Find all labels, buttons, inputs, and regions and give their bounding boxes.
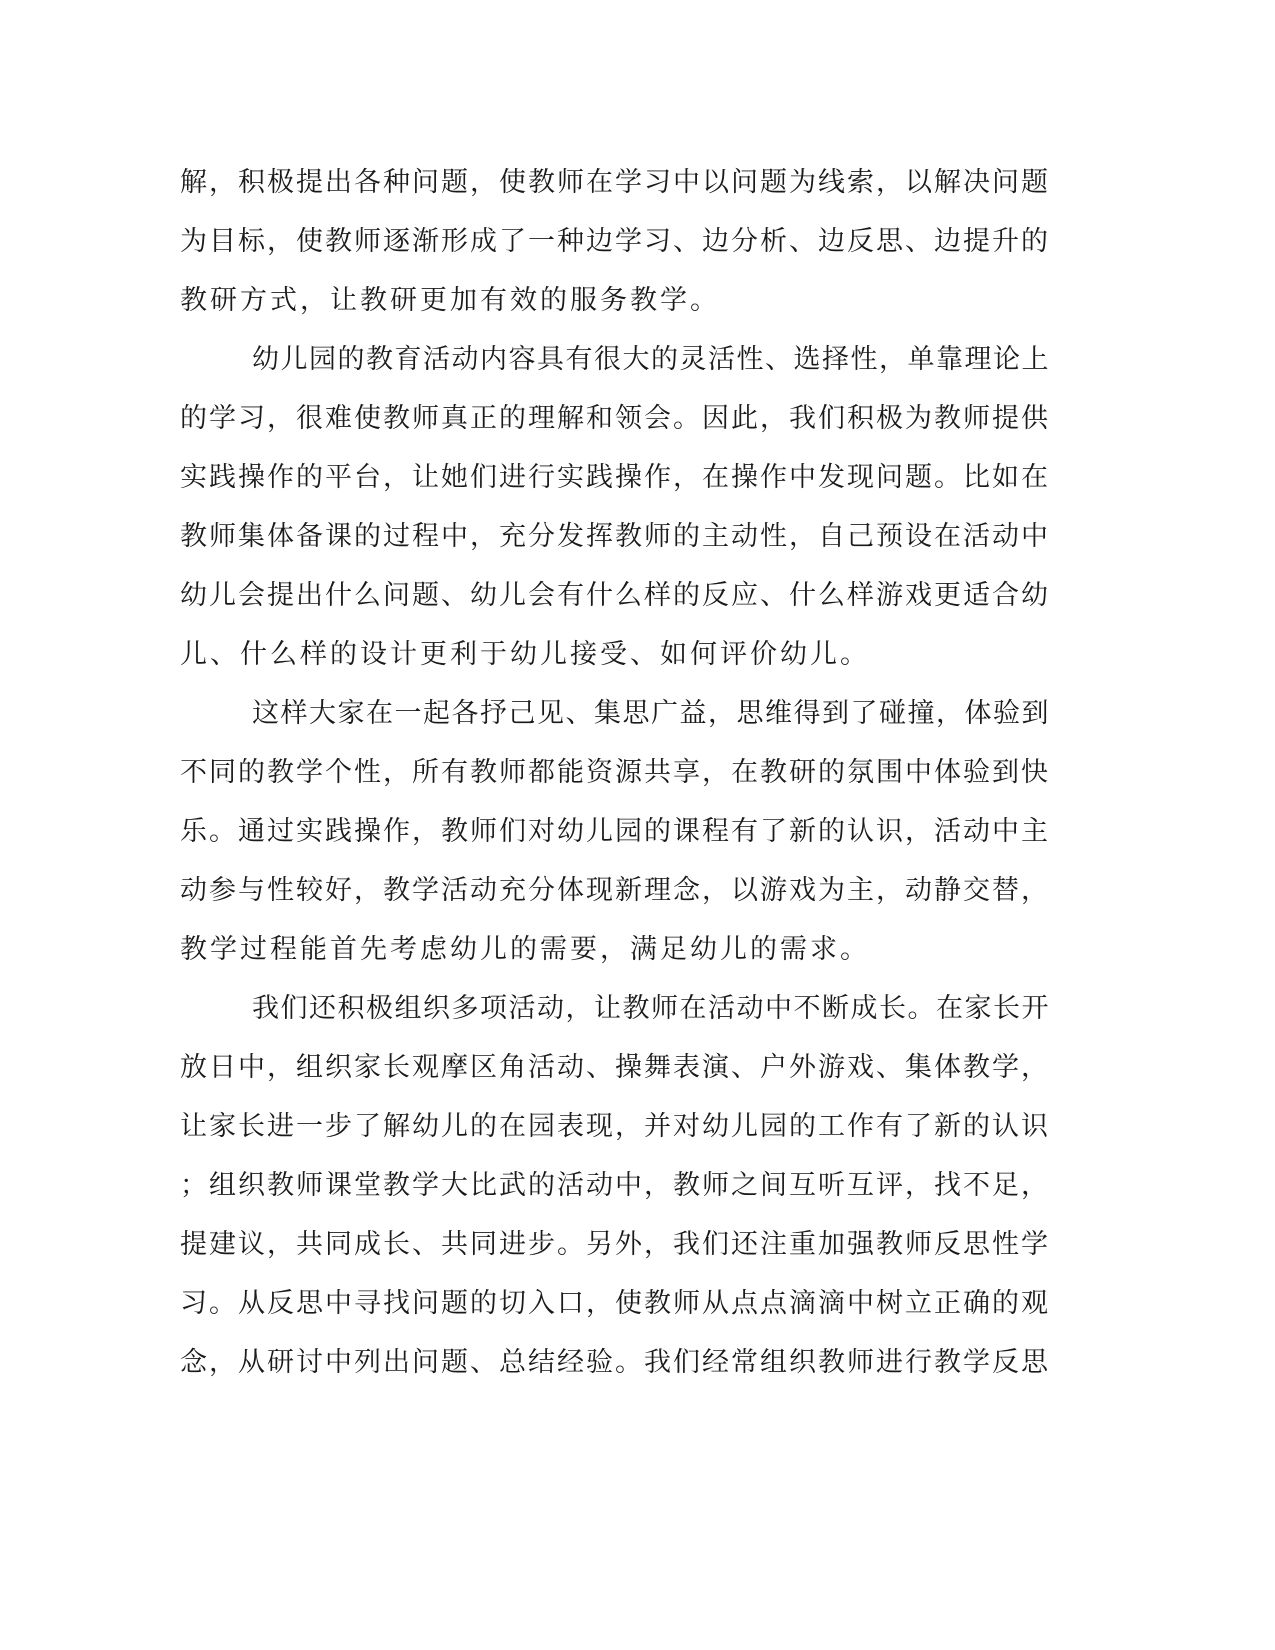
text-line: 念，从研讨中列出问题、总结经验。我们经常组织教师进行教学反思: [180, 1347, 1050, 1378]
text-line: 让家长进一步了解幼儿的在园表现，并对幼儿园的工作有了新的认识: [180, 1111, 1050, 1142]
body-text: [180, 153, 1050, 1392]
text-line: 教研方式，让教研更加有效的服务教学。: [180, 285, 720, 316]
paragraph-first-line: 这样大家在一起各抒己见、集思广益，思维得到了碰撞，体验到: [252, 698, 1050, 729]
text-line: 教师集体备课的过程中，充分发挥教师的主动性，自己预设在活动中: [180, 521, 1050, 552]
paragraph-first-line: 我们还积极组织多项活动，让教师在活动中不断成长。在家长开: [252, 993, 1050, 1024]
text-line: 动参与性较好，教学活动充分体现新理念，以游戏为主，动静交替，: [180, 875, 1050, 906]
text-line: 儿、什么样的设计更利于幼儿接受、如何评价幼儿。: [180, 639, 870, 670]
text-line: 教学过程能首先考虑幼儿的需要，满足幼儿的需求。: [180, 934, 870, 965]
text-line: 放日中，组织家长观摩区角活动、操舞表演、户外游戏、集体教学，: [180, 1052, 1050, 1083]
text-line: 为目标，使教师逐渐形成了一种边学习、边分析、边反思、边提升的: [180, 226, 1050, 257]
text-line: 习。从反思中寻找问题的切入口，使教师从点点滴滴中树立正确的观: [180, 1288, 1050, 1319]
text-line: ；组织教师课堂教学大比武的活动中，教师之间互听互评，找不足，: [180, 1170, 1050, 1201]
text-line: 乐。通过实践操作，教师们对幼儿园的课程有了新的认识，活动中主: [180, 816, 1050, 847]
text-line: 提建议，共同成长、共同进步。另外，我们还注重加强教师反思性学: [180, 1229, 1050, 1260]
text-line: 实践操作的平台，让她们进行实践操作，在操作中发现问题。比如在: [180, 462, 1050, 493]
text-line: 不同的教学个性，所有教师都能资源共享，在教研的氛围中体验到快: [180, 757, 1050, 788]
text-line: 的学习，很难使教师真正的理解和领会。因此，我们积极为教师提供: [180, 403, 1050, 434]
text-line: 解，积极提出各种问题，使教师在学习中以问题为线索，以解决问题: [180, 167, 1050, 198]
text-line: 幼儿会提出什么问题、幼儿会有什么样的反应、什么样游戏更适合幼: [180, 580, 1050, 611]
paragraph-first-line: 幼儿园的教育活动内容具有很大的灵活性、选择性，单靠理论上: [252, 344, 1050, 375]
